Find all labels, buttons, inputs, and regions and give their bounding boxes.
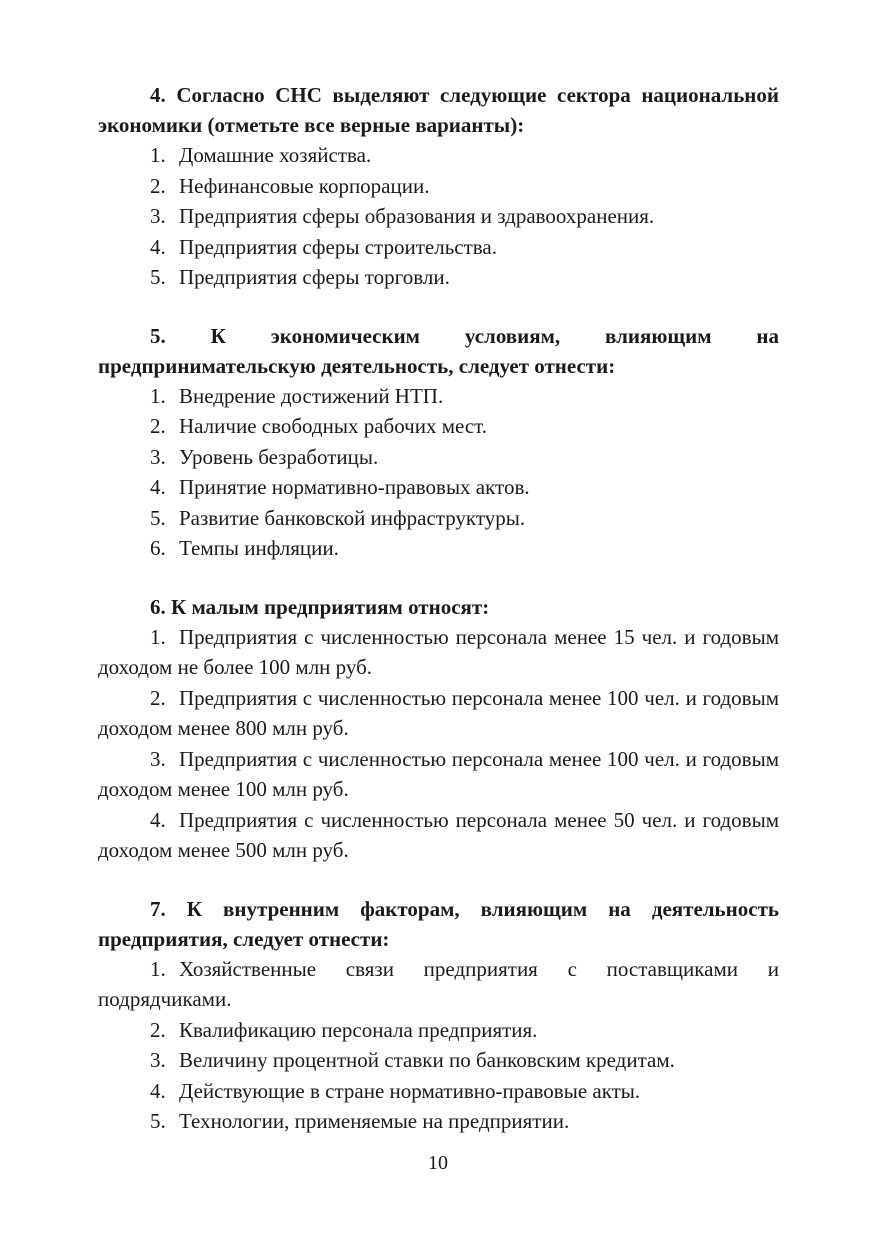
option-number: 3. [150, 444, 166, 469]
option-text: Предприятия сферы образования и здравоохранения. [179, 204, 655, 228]
option-number: 4. [150, 475, 166, 499]
answer-option [98, 805, 779, 866]
option-number: 3. [150, 1048, 166, 1072]
option-number: 4. [150, 234, 166, 259]
option-text: Предприятия с численностью персонала менее 15 чел. и годовым доходом не более 100 млн руб. [98, 624, 779, 679]
option-text: Хозяйственные связи предприятия с поставщиками и подрядчиками. [98, 956, 779, 1011]
answer-option [98, 472, 779, 503]
question-title: 6. К малым предприятиям относят: [150, 594, 490, 619]
option-number: 3. [150, 204, 166, 228]
answer-option [98, 622, 779, 683]
option-number: 2. [150, 1017, 166, 1042]
option-text: Предприятия с численностью персонала менее 50 чел. и годовым доходом менее 500 млн руб. [98, 807, 779, 862]
answer-option [98, 533, 779, 564]
option-number: 1. [150, 143, 166, 167]
option-text: Принятие нормативно-правовых актов. [179, 475, 530, 499]
question-6 [98, 592, 779, 866]
option-text: Предприятия сферы торговли. [179, 265, 450, 289]
option-number: 6. [150, 536, 166, 560]
option-number: 4. [150, 1078, 166, 1103]
question-7 [98, 894, 779, 1137]
option-text: Уровень безработицы. [179, 444, 379, 469]
option-number: 2. [150, 414, 166, 438]
option-text: Домашние хозяйства. [179, 143, 372, 167]
option-number: 4. [150, 807, 166, 832]
answer-option [98, 232, 779, 263]
option-text: Наличие свободных рабочих мест. [179, 414, 488, 438]
answer-option [98, 683, 779, 744]
option-number: 5. [150, 505, 166, 530]
question-title: 7. К внутренним факторам, влияющим на деятельность предприятия, следует отнести: [98, 896, 779, 951]
answer-option [98, 381, 779, 412]
answer-option [98, 442, 779, 473]
option-text: Развитие банковской инфраструктуры. [179, 505, 526, 530]
option-text: Нефинансовые корпорации. [179, 173, 430, 198]
page-content [98, 80, 779, 1137]
answer-option [98, 262, 779, 293]
option-text: Технологии, применяемые на предприятии. [179, 1109, 570, 1133]
option-text: Предприятия сферы строительства. [179, 234, 497, 259]
answer-option [98, 1106, 779, 1137]
answer-option [98, 411, 779, 442]
option-text: Предприятия с численностью персонала менее 100 чел. и годовым доходом менее 800 млн руб. [98, 685, 779, 740]
answer-option [98, 1045, 779, 1076]
option-number: 1. [150, 956, 166, 981]
question-title: 5. К экономическим условиям, влияющим на предпринимательскую деятельность, следует отнести: [98, 323, 779, 378]
option-number: 3. [150, 746, 166, 771]
option-number: 1. [150, 383, 166, 408]
answer-option [98, 744, 779, 805]
question-4 [98, 80, 779, 293]
option-number: 2. [150, 685, 166, 710]
option-text: Квалификацию персонала предприятия. [179, 1017, 538, 1042]
answer-option [98, 503, 779, 534]
question-5 [98, 321, 779, 564]
answer-option [98, 140, 779, 171]
answer-option [98, 201, 779, 232]
option-number: 1. [150, 624, 166, 649]
question-title: 4. Согласно СНС выделяют следующие сектора национальной экономики (отметьте все верные варианты): [98, 83, 779, 137]
option-text: Темпы инфляции. [179, 536, 339, 560]
option-number: 2. [150, 173, 166, 198]
answer-option [98, 954, 779, 1015]
option-text: Предприятия с численностью персонала менее 100 чел. и годовым доходом менее 100 млн руб. [98, 746, 779, 801]
answer-option [98, 1015, 779, 1046]
answer-option [98, 171, 779, 202]
option-text: Величину процентной ставки по банковским кредитам. [179, 1048, 675, 1072]
option-number: 5. [150, 1109, 166, 1133]
option-number: 5. [150, 265, 166, 289]
page-number: 10 [428, 1152, 448, 1174]
option-text: Внедрение достижений НТП. [179, 383, 444, 408]
answer-option [98, 1076, 779, 1107]
option-text: Действующие в стране нормативно-правовые акты. [179, 1078, 641, 1103]
